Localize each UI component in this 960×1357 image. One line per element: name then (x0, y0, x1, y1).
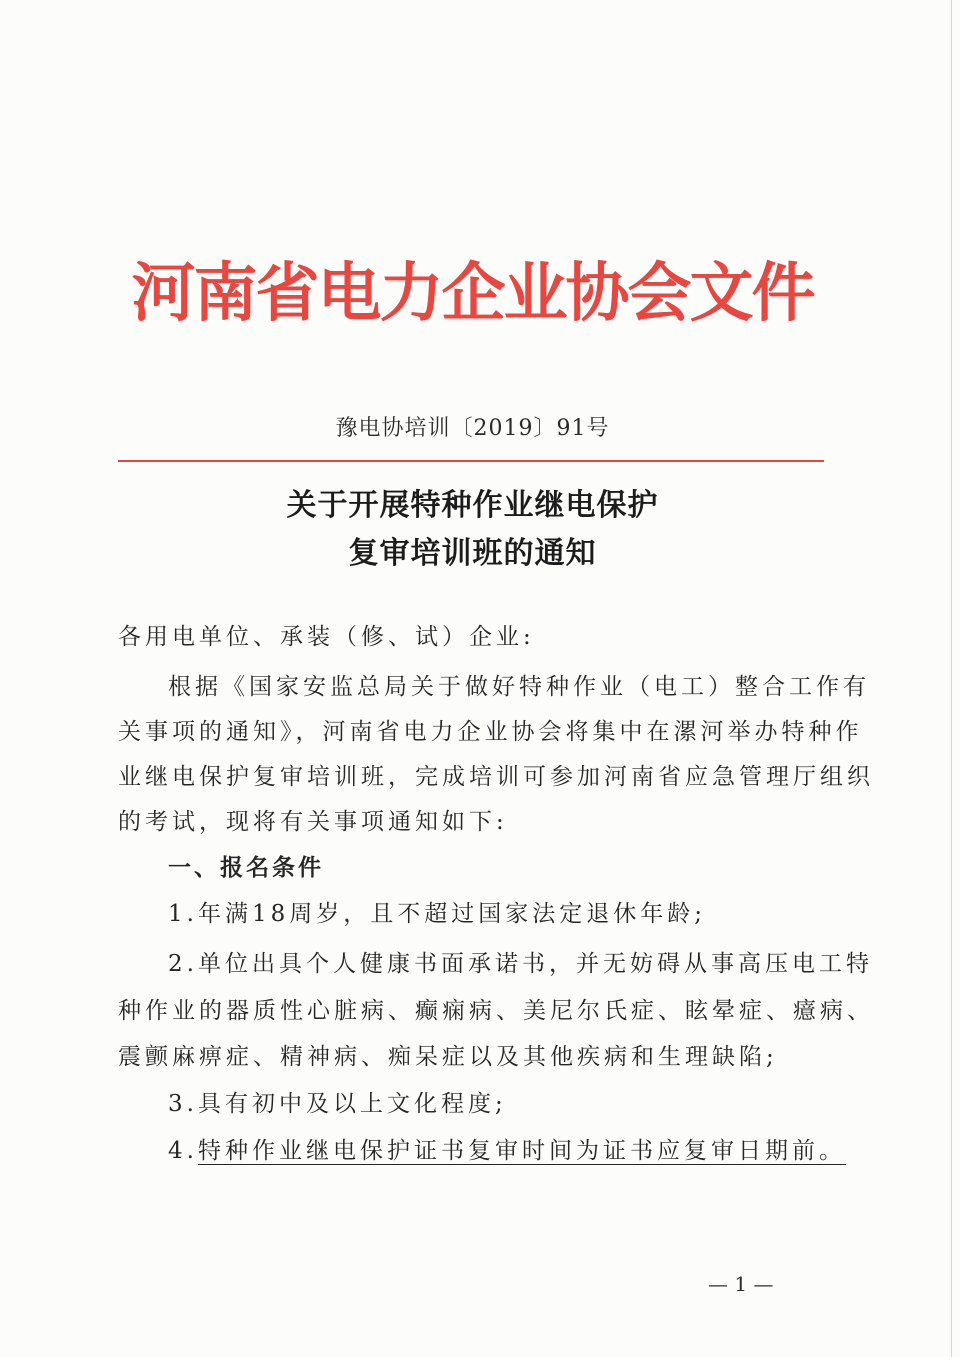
condition-4 (168, 1140, 846, 1163)
condition-1: 1.年满18周岁，且不超过国家法定退休年龄; (168, 901, 706, 927)
intro-line-4: 的考试，现将有关事项通知如下: (118, 809, 508, 835)
intro-line-1: 根据《国家安监总局关于做好特种作业（电工）整合工作有 (168, 674, 870, 700)
notice-title-line-1: 关于开展特种作业继电保护 (286, 488, 659, 523)
page-edge-line (951, 0, 952, 1357)
document-number: 豫电协培训〔2019〕91号 (335, 416, 610, 441)
intro-line-3: 业继电保护复审培训班，完成培训可参加河南省应急管理厅组织 (118, 764, 874, 790)
notice-title-line-2: 复审培训班的通知 (348, 536, 597, 571)
intro-line-2: 关事项的通知》，河南省电力企业协会将集中在漯河举办特种作 (118, 719, 863, 745)
condition-2-line-3: 震颤麻痹症、精神病、痴呆症以及其他疾病和生理缺陷; (118, 1044, 778, 1070)
condition-3: 3.具有初中及以上文化程度; (168, 1091, 507, 1117)
page-number: — 1 — (708, 1272, 774, 1296)
salutation: 各用电单位、承装（修、试）企业: (118, 624, 535, 650)
condition-2-line-2: 种作业的器质性心脏病、癫痫病、美尼尔氏症、眩晕症、癔病、 (118, 998, 874, 1024)
red-divider-line (118, 460, 824, 462)
condition-2-line-1: 2.单位出具个人健康书面承诺书，并无妨碍从事高压电工特 (168, 951, 873, 977)
condition-4-text: 特种作业继电保护证书复审时间为证书应复审日期前。 (197, 1138, 846, 1164)
condition-4-number: 4. (168, 1138, 198, 1164)
masthead-title: 河南省电力企业协会文件 (131, 256, 814, 331)
section-heading-registration: 一、报名条件 (168, 855, 324, 881)
